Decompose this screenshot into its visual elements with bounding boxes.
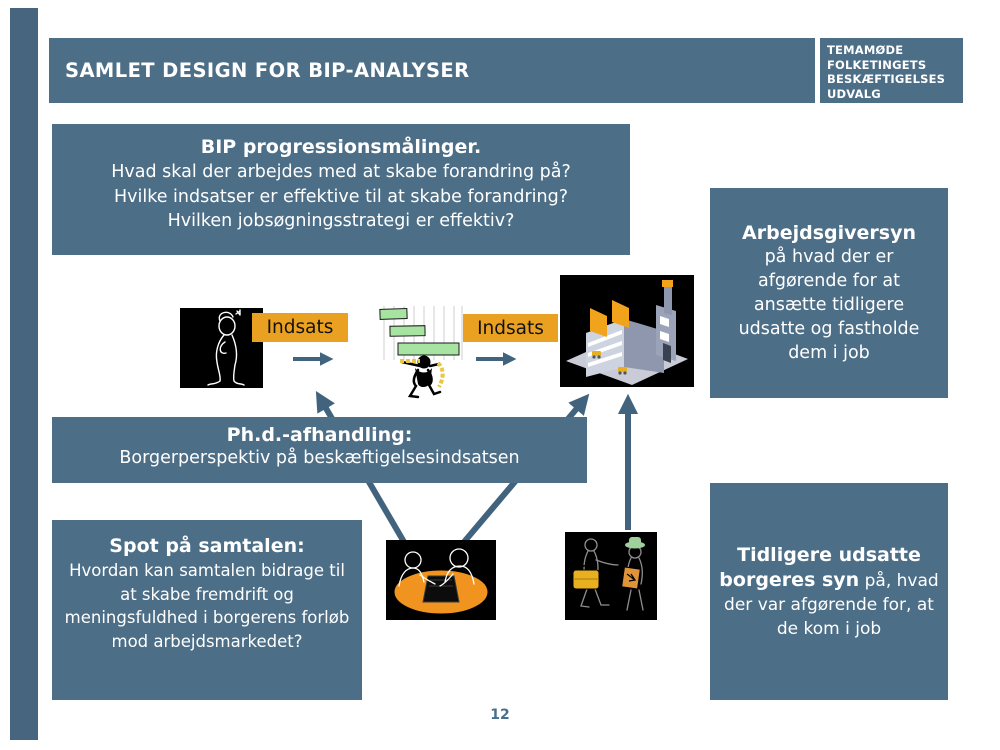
badge-line: BESKÆFTIGELSES bbox=[827, 72, 946, 86]
former-citizens-view-text bbox=[719, 543, 939, 641]
employer-view-box bbox=[710, 188, 948, 398]
former-citizens-view-box bbox=[710, 483, 948, 700]
event-badge bbox=[820, 38, 963, 103]
bip-box-title: BIP progressionsmålinger. bbox=[200, 136, 482, 158]
phd-box-title: Ph.d.-afhandling: bbox=[226, 424, 413, 446]
badge-line: FOLKETINGETS bbox=[827, 57, 927, 72]
bip-progression-box bbox=[52, 124, 630, 255]
bip-box-line: Hvilke indsatser er effektive til at skabe forandring? bbox=[113, 186, 569, 207]
page-number: 12 bbox=[490, 707, 510, 723]
progress-measure-image bbox=[362, 300, 465, 400]
badge-line: UDVALG bbox=[827, 86, 881, 101]
spot-box-body: Hvordan kan samtalen bidrage til at skabe fremdrift og meningsfuldhed i borgerens forløb mod arbejdsmarkedet? bbox=[64, 561, 350, 651]
indsats-label-2: Indsats bbox=[463, 314, 558, 342]
slide-title: SAMLET DESIGN FOR BIP-ANALYSER bbox=[65, 59, 470, 82]
phd-box-body: Borgerperspektiv på beskæftigelsesindsatsen bbox=[119, 448, 520, 468]
left-accent-bar bbox=[10, 8, 38, 740]
phd-thesis-box bbox=[52, 417, 587, 483]
former-citizens-view-rest: på, hvad der var afgørende for, at de kom i job bbox=[724, 570, 939, 639]
former-citizens-view-bold: Tidligere udsatte borgeres syn bbox=[719, 543, 921, 591]
slide-title-bar bbox=[49, 38, 815, 103]
handover-image bbox=[565, 532, 657, 620]
factory-image bbox=[560, 275, 694, 387]
bip-box-line: Hvilken jobsøgningsstrategi er effektiv? bbox=[167, 211, 515, 231]
conversation-image bbox=[386, 540, 496, 620]
spot-box-title: Spot på samtalen: bbox=[109, 535, 305, 557]
badge-line: TEMAMØDE bbox=[827, 43, 904, 57]
spot-samtalen-box bbox=[52, 520, 362, 700]
employer-view-title: Arbejdsgiversyn bbox=[742, 221, 916, 244]
employer-view-body: på hvad der er afgørende for at ansætte tidligere udsatte og fastholde dem i job bbox=[738, 246, 920, 363]
thinking-person-image bbox=[180, 308, 263, 388]
bip-box-line: Hvad skal der arbejdes med at skabe forandring på? bbox=[111, 162, 571, 182]
indsats-label-1: Indsats bbox=[252, 313, 348, 342]
